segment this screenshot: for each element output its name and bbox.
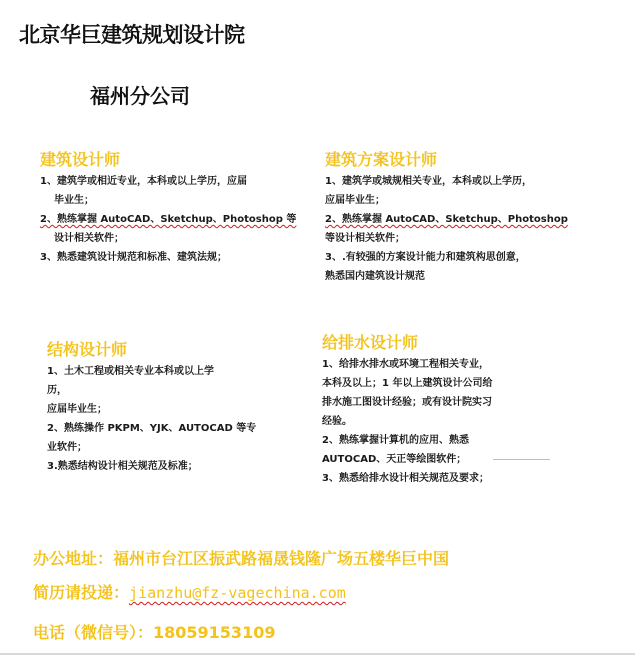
requirement-line: AUTOCAD、天正等绘图软件； — [322, 454, 467, 465]
plumbing-requirements — [322, 355, 492, 488]
requirement-line: 1、建筑学或城规相关专业，本科或以上学历， — [325, 176, 532, 187]
requirement-line: 2、熟练掌握 AutoCAD、Sketchup、Photoshop 等 — [40, 214, 297, 225]
requirement-line: 熟悉国内建筑设计规范 — [325, 271, 425, 282]
requirement-line: 2、熟练操作 PKPM、YJK、AUTOCAD 等专 — [47, 423, 257, 434]
requirement-line: 2、熟练掌握 AutoCAD、Sketchup、Photoshop — [325, 214, 568, 225]
requirement-line: 3、熟悉建筑设计规范和标准、建筑法规； — [40, 252, 227, 263]
branch-name: 福州分公司 — [90, 84, 190, 108]
phone-number: 电话（微信号）：18059153109 — [33, 623, 276, 642]
requirement-line: 设计相关软件； — [54, 233, 124, 244]
email-row — [33, 580, 346, 603]
office-address: 办公地址：福州市台江区振武路福晟钱隆广场五楼华巨中国 — [33, 549, 450, 568]
requirement-line: 1、土木工程或相关专业本科或以上学 — [47, 366, 214, 377]
plumbing-title: 给排水设计师 — [322, 333, 419, 352]
structural-requirements — [47, 362, 256, 476]
decorative-rule — [493, 459, 550, 460]
requirement-line: 应届毕业生； — [47, 404, 107, 415]
requirement-line: 3、.有较强的方案设计能力和建筑构思创意， — [325, 252, 526, 263]
company-name: 北京华巨建筑规划设计院 — [19, 23, 245, 47]
page-bottom-border — [0, 653, 635, 655]
requirement-line: 排水施工图设计经验；或有设计院实习 — [322, 397, 492, 408]
requirement-line: 2、熟练掌握计算机的应用、熟悉 — [322, 435, 469, 446]
scheme-designer-title: 建筑方案设计师 — [325, 150, 438, 169]
scheme-designer-requirements — [325, 172, 568, 286]
email-label: 简历请投递： — [33, 583, 130, 602]
architect-title: 建筑设计师 — [40, 150, 121, 169]
architect-requirements — [40, 172, 296, 267]
requirement-line: 3、熟悉给排水设计相关规范及要求； — [322, 473, 489, 484]
requirement-line: 1、给排水排水或环境工程相关专业， — [322, 359, 489, 370]
requirement-line: 毕业生； — [54, 195, 94, 206]
requirement-line: 3.熟悉结构设计相关规范及标准； — [47, 461, 198, 472]
requirement-line: 经验。 — [322, 416, 352, 427]
requirement-line: 本科及以上；1 年以上建筑设计公司给 — [322, 378, 493, 389]
structural-title: 结构设计师 — [47, 340, 128, 359]
requirement-line: 业软件； — [47, 442, 87, 453]
requirement-line: 1、建筑学或相近专业，本科或以上学历，应届 — [40, 176, 247, 187]
email-link[interactable]: jianzhu@fz-vagechina.com — [129, 584, 346, 602]
requirement-line: 应届毕业生； — [325, 195, 385, 206]
requirement-line: 等设计相关软件； — [325, 233, 405, 244]
requirement-line: 历， — [47, 385, 67, 396]
